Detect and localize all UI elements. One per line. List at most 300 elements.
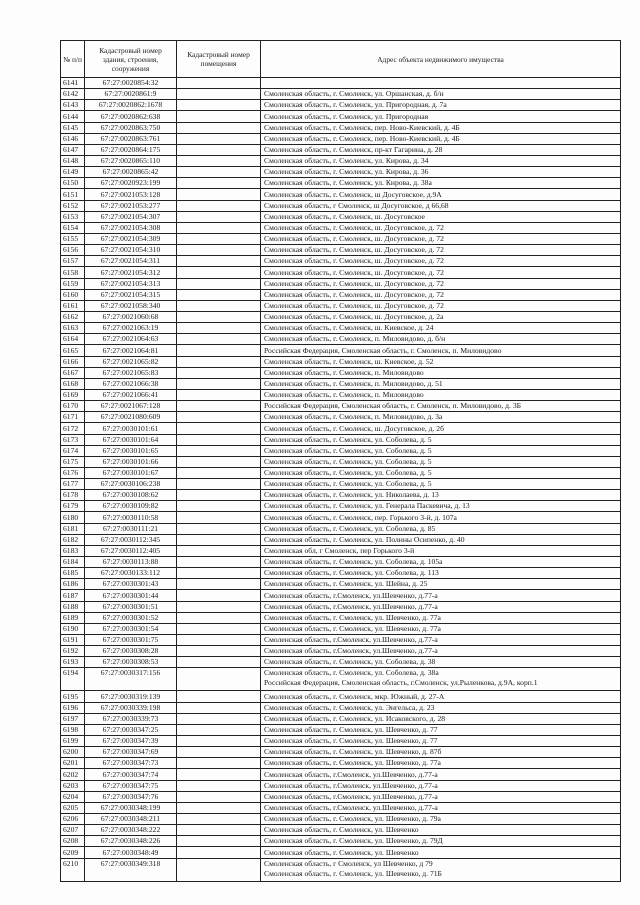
cadastral-building-number: 67:27:0030301:54 <box>85 623 177 634</box>
cadastral-building-number: 67:27:0021065:82 <box>85 356 177 367</box>
table-row <box>61 412 621 423</box>
table-row <box>61 222 621 233</box>
row-number: 6161 <box>61 300 85 311</box>
address-cell <box>261 836 621 847</box>
address-text: Смоленская область, г. Смоленск, ш. Досуговское, д. 72 <box>264 289 444 299</box>
address-text: Смоленская область, г Смоленск, ш Досуговское, д 66,68 <box>264 200 449 210</box>
cadastral-room-number <box>177 89 261 100</box>
address-text: Смоленская область, г. Смоленск, ш. Досуговское, д. 2а <box>264 312 444 322</box>
address-cell <box>261 144 621 155</box>
cadastral-room-number <box>177 445 261 456</box>
cadastral-room-number <box>177 545 261 556</box>
row-number: 6141 <box>61 78 85 89</box>
address-cell <box>261 334 621 345</box>
cadastral-building-number: 67:27:0021063:19 <box>85 323 177 334</box>
table-row <box>61 847 621 858</box>
table-row <box>61 89 621 100</box>
row-number: 6209 <box>61 847 85 858</box>
address-cell <box>261 557 621 568</box>
table-row <box>61 568 621 579</box>
address-cell <box>261 155 621 166</box>
cadastral-building-number: 67:27:0021058:340 <box>85 300 177 311</box>
address-cell <box>261 512 621 523</box>
address-text: Смоленская область, г. Смоленск, ул. Соболева, д. 5 <box>264 468 432 478</box>
cadastral-building-number: 67:27:0030112:345 <box>85 534 177 545</box>
cadastral-building-number: 67:27:0030347:74 <box>85 769 177 780</box>
cadastral-room-number <box>177 256 261 267</box>
address-text: Смоленская область, г. Смоленск, ул. Пригородная <box>264 111 429 121</box>
address-text: Российская Федерация, Смоленская область, г. Смоленск, п. Миловидово, д. 3Б <box>264 401 521 411</box>
address-cell <box>261 568 621 579</box>
table-row <box>61 467 621 478</box>
address-text: Смоленская область, г. Смоленск, ул. Соболева, д. 113 <box>264 568 439 578</box>
address-cell <box>261 122 621 133</box>
row-number: 6148 <box>61 155 85 166</box>
table-row <box>61 100 621 111</box>
cadastral-room-number <box>177 389 261 400</box>
row-number: 6193 <box>61 657 85 668</box>
address-text: Смоленская область, г Смоленск, ул Шевченко, д 79 <box>264 858 433 868</box>
address-cell <box>261 423 621 434</box>
cadastral-building-number: 67:27:0020923:199 <box>85 178 177 189</box>
cadastral-room-number <box>177 623 261 634</box>
cadastral-building-number: 67:27:0021066:38 <box>85 378 177 389</box>
address-text: Смоленская область, г. Смоленск, ш. Досуговское, д. 72 <box>264 300 444 310</box>
cadastral-room-number <box>177 467 261 478</box>
table-row <box>61 155 621 166</box>
cadastral-building-number: 67:27:0021066:41 <box>85 389 177 400</box>
cadastral-room-number <box>177 568 261 579</box>
cadastral-room-number <box>177 479 261 490</box>
address-cell <box>261 233 621 244</box>
address-cell <box>261 769 621 780</box>
cadastral-room-number <box>177 122 261 133</box>
address-cell <box>261 367 621 378</box>
table-row <box>61 144 621 155</box>
cadastral-building-number: 67:27:0030101:61 <box>85 423 177 434</box>
address-cell <box>261 78 621 89</box>
address-cell <box>261 211 621 222</box>
table-row <box>61 590 621 601</box>
address-text: Смоленская область, г.Смоленск, ул.Шевченко, д.77-а <box>264 601 438 611</box>
cadastral-room-number <box>177 178 261 189</box>
cadastral-room-number <box>177 635 261 646</box>
address-text: Смоленская область, г.Смоленск, ул.Шевченко, д.77-а <box>264 646 438 656</box>
row-number: 6182 <box>61 534 85 545</box>
address-cell <box>261 300 621 311</box>
table-row <box>61 178 621 189</box>
row-number: 6183 <box>61 545 85 556</box>
table-row <box>61 490 621 501</box>
cadastral-building-number: 67:27:0021054:308 <box>85 222 177 233</box>
cadastral-room-number <box>177 590 261 601</box>
table-row <box>61 557 621 568</box>
address-text: Смоленская область, г. Смоленск, ш. Досуговское, д. 72 <box>264 256 444 266</box>
cadastral-room-number <box>177 300 261 311</box>
cadastral-building-number: 67:27:0030101:65 <box>85 445 177 456</box>
address-text: Смоленская область, г. Смоленск, ул. Соболева, д. 5 <box>264 479 432 489</box>
address-text: Смоленская область, г. Смоленск, ш Досуговское, д.9А <box>264 189 442 199</box>
table-row <box>61 534 621 545</box>
cadastral-room-number <box>177 736 261 747</box>
address-text: Смоленская область, г. Смоленск, ш. Досуговское, д. 72 <box>264 222 444 232</box>
row-number: 6152 <box>61 200 85 211</box>
cadastral-building-number: 67:27:0030348:226 <box>85 836 177 847</box>
row-number: 6168 <box>61 378 85 389</box>
row-number: 6186 <box>61 579 85 590</box>
cadastral-building-number: 67:27:0020862:638 <box>85 111 177 122</box>
row-number: 6176 <box>61 467 85 478</box>
table-row <box>61 724 621 735</box>
address-text: Смоленская область, г. Смоленск, ул. Соболева, д. 5 <box>264 445 432 455</box>
row-number: 6153 <box>61 211 85 222</box>
cadastral-building-number: 67:27:0030301:75 <box>85 635 177 646</box>
table-row <box>61 245 621 256</box>
row-number: 6181 <box>61 523 85 534</box>
address-text: Смоленская область, г. Смоленск, п. Миловидово, д. б/н <box>264 334 446 344</box>
table-row <box>61 579 621 590</box>
header-number: № п/п <box>61 41 85 78</box>
address-cell <box>261 847 621 858</box>
table-row <box>61 278 621 289</box>
table-row <box>61 378 621 389</box>
table-body <box>61 78 621 882</box>
table-row <box>61 334 621 345</box>
address-cell <box>261 222 621 233</box>
cadastral-room-number <box>177 222 261 233</box>
table-row <box>61 423 621 434</box>
cadastral-building-number: 67:27:0030317:156 <box>85 668 177 691</box>
address-text: Смоленская область, г. Смоленск, ул. Шевченко, д. 77 <box>264 725 438 735</box>
address-text: Смоленская область, г. Смоленск, ул. Кирова, д. 34 <box>264 156 429 166</box>
table-row <box>61 758 621 769</box>
row-number: 6195 <box>61 691 85 702</box>
table-row <box>61 802 621 813</box>
table-row <box>61 858 621 881</box>
row-number: 6202 <box>61 769 85 780</box>
table-row <box>61 601 621 612</box>
cadastral-room-number <box>177 78 261 89</box>
cadastral-building-number: 67:27:0021053:128 <box>85 189 177 200</box>
table-row <box>61 702 621 713</box>
row-number: 6149 <box>61 167 85 178</box>
address-text: Смоленская область, г. Смоленск, ш. Досуговское, д. 72 <box>264 245 444 255</box>
address-cell <box>261 412 621 423</box>
table-row <box>61 646 621 657</box>
address-text: Смоленская область, г. Смоленск, ул. Шевченко <box>264 847 419 857</box>
table-row <box>61 233 621 244</box>
cadastral-room-number <box>177 490 261 501</box>
cadastral-room-number <box>177 334 261 345</box>
cadastral-building-number: 67:27:0020864:175 <box>85 144 177 155</box>
address-text: Смоленская область, г. Смоленск, ул. Шевченко, д. 77а <box>264 624 441 634</box>
address-text: Смоленская область, г.Смоленск, ул.Шевченко, д.77-а <box>264 791 438 801</box>
cadastral-building-number: 67:27:0021064:81 <box>85 345 177 356</box>
cadastral-room-number <box>177 557 261 568</box>
row-number: 6194 <box>61 668 85 691</box>
address-cell <box>261 289 621 300</box>
address-cell <box>261 691 621 702</box>
header-cadastral-building: Кадастровый номер здания, строения, сооружения <box>85 41 177 78</box>
cadastral-building-number: 67:27:0030339:198 <box>85 702 177 713</box>
table-row <box>61 345 621 356</box>
cadastral-room-number <box>177 423 261 434</box>
cadastral-room-number <box>177 167 261 178</box>
table-row <box>61 323 621 334</box>
cadastral-building-number: 67:27:0030319:139 <box>85 691 177 702</box>
address-text: Смоленская область, г. Смоленск, ул. Кирова, д. 36 <box>264 167 429 177</box>
address-cell <box>261 736 621 747</box>
address-text: Смоленская область, г. Смоленск, ул. Шевченко, д. 79Д <box>264 836 443 846</box>
table-row <box>61 256 621 267</box>
row-number: 6200 <box>61 747 85 758</box>
address-text: Смоленская область, г. Смоленск, ш. Досуговское, д. 72 <box>264 234 444 244</box>
address-text: Смоленская область, г. Смоленск, п. Миловидово <box>264 367 424 377</box>
cadastral-building-number: 67:27:0020865:42 <box>85 167 177 178</box>
address-cell <box>261 445 621 456</box>
table-row <box>61 356 621 367</box>
cadastral-building-number: 67:27:0020862:1678 <box>85 100 177 111</box>
row-number: 6201 <box>61 758 85 769</box>
row-number: 6203 <box>61 780 85 791</box>
table-row <box>61 445 621 456</box>
cadastral-building-number: 67:27:0030347:69 <box>85 747 177 758</box>
row-number: 6165 <box>61 345 85 356</box>
row-number: 6170 <box>61 401 85 412</box>
table-row <box>61 825 621 836</box>
address-text: Смоленская область, г. Смоленск, ул. Соболева, д. 85 <box>264 523 436 533</box>
cadastral-room-number <box>177 356 261 367</box>
cadastral-building-number: 67:27:0021054:311 <box>85 256 177 267</box>
address-text: Смоленская область, г. Смоленск, ул. Шевченко, д. 77 <box>264 736 438 746</box>
cadastral-building-number: 67:27:0030101:67 <box>85 467 177 478</box>
address-cell <box>261 100 621 111</box>
cadastral-building-number: 67:27:0030133:112 <box>85 568 177 579</box>
row-number: 6154 <box>61 222 85 233</box>
address-text: Смоленская область, г. Смоленск, ул. Соболева, д. 5 <box>264 434 432 444</box>
cadastral-building-number: 67:27:0020865:110 <box>85 155 177 166</box>
address-cell <box>261 133 621 144</box>
row-number: 6162 <box>61 311 85 322</box>
row-number: 6175 <box>61 456 85 467</box>
cadastral-room-number <box>177 702 261 713</box>
cadastral-building-number: 67:27:0030347:76 <box>85 791 177 802</box>
cadastral-building-number: 67:27:0030348:199 <box>85 802 177 813</box>
address-text: Смоленская область, г. Смоленск, ул. Полины Осипенко, д. 40 <box>264 534 465 544</box>
header-address: Адрес объекта недвижимого имущества <box>261 41 621 78</box>
cadastral-building-number: 67:27:0030111:21 <box>85 523 177 534</box>
row-number: 6210 <box>61 858 85 881</box>
row-number: 6173 <box>61 434 85 445</box>
cadastral-room-number <box>177 847 261 858</box>
address-text-secondary: Российская Федерация, Смоленская область, г.Смоленск, ул.Рыленкова, д.9А, корп.1 <box>264 678 538 688</box>
row-number: 6144 <box>61 111 85 122</box>
address-text: Смоленская область, г. Смоленск, ул. Шевченко, д. 87б <box>264 747 442 757</box>
address-text: Смоленская область, г. Смоленск, ш. Киевское, д. 24 <box>264 323 434 333</box>
address-cell <box>261 89 621 100</box>
address-cell <box>261 657 621 668</box>
row-number: 6197 <box>61 713 85 724</box>
address-cell <box>261 323 621 334</box>
address-cell <box>261 245 621 256</box>
address-text: Смоленская область, г. Смоленск, ул. Соболева, д. 38 <box>264 657 436 667</box>
cadastral-room-number <box>177 233 261 244</box>
table-row <box>61 769 621 780</box>
table-row <box>61 367 621 378</box>
cadastral-room-number <box>177 245 261 256</box>
address-text: Смоленская область, г. Смоленск, ул. Шевченко <box>264 825 419 835</box>
address-cell <box>261 490 621 501</box>
row-number: 6207 <box>61 825 85 836</box>
address-cell <box>261 401 621 412</box>
address-text: Смоленская область, г. Смоленск, ул. Шевченко, д. 77а <box>264 758 441 768</box>
table-header-row <box>61 41 621 78</box>
row-number: 6190 <box>61 623 85 634</box>
address-cell <box>261 278 621 289</box>
row-number: 6157 <box>61 256 85 267</box>
address-text: Смоленская область, г. Смоленск, ул. Шевченко, д. 79а <box>264 814 441 824</box>
address-text: Смоленская область, г. Смоленск, ш. Досуговское, д. 2б <box>264 423 444 433</box>
table-row <box>61 401 621 412</box>
cadastral-room-number <box>177 289 261 300</box>
address-cell <box>261 111 621 122</box>
address-cell <box>261 747 621 758</box>
table-row <box>61 133 621 144</box>
address-cell <box>261 758 621 769</box>
row-number: 6159 <box>61 278 85 289</box>
table-row <box>61 501 621 512</box>
cadastral-building-number: 67:27:0030301:52 <box>85 612 177 623</box>
row-number: 6171 <box>61 412 85 423</box>
address-cell <box>261 389 621 400</box>
cadastral-room-number <box>177 724 261 735</box>
address-cell <box>261 814 621 825</box>
table-row <box>61 78 621 89</box>
cadastral-building-number: 67:27:0021054:307 <box>85 211 177 222</box>
cadastral-room-number <box>177 155 261 166</box>
cadastral-room-number <box>177 691 261 702</box>
address-text: Смоленская область, г. Смоленск, ул. Николаева, д. 13 <box>264 490 439 500</box>
cadastral-room-number <box>177 646 261 657</box>
cadastral-building-number: 67:27:0030301:43 <box>85 579 177 590</box>
table-row <box>61 545 621 556</box>
table-row <box>61 289 621 300</box>
cadastral-room-number <box>177 111 261 122</box>
address-text: Смоленская область, г. Смоленск, пер. Ново-Киевский, д. 4Б <box>264 133 460 143</box>
row-number: 6172 <box>61 423 85 434</box>
address-cell <box>261 378 621 389</box>
table-row <box>61 791 621 802</box>
table-row <box>61 612 621 623</box>
address-text: Российская Федерация, Смоленская область, г. Смоленск, п. Миловидово <box>264 345 502 355</box>
address-text: Смоленская область, г. Смоленск, ул. Шейна, д. 25 <box>264 579 428 589</box>
row-number: 6205 <box>61 802 85 813</box>
cadastral-room-number <box>177 836 261 847</box>
cadastral-building-number: 67:27:0020854:32 <box>85 78 177 89</box>
cadastral-building-number: 67:27:0021054:312 <box>85 267 177 278</box>
cadastral-building-number: 67:27:0021053:277 <box>85 200 177 211</box>
cadastral-building-number: 67:27:0030348:211 <box>85 814 177 825</box>
cadastral-building-number: 67:27:0030308:53 <box>85 657 177 668</box>
row-number: 6155 <box>61 233 85 244</box>
cadastral-room-number <box>177 802 261 813</box>
cadastral-building-number: 67:27:0021065:83 <box>85 367 177 378</box>
address-text: Смоленская область, г. Смоленск, ул. Шевченко, д. 77а <box>264 612 441 622</box>
address-cell <box>261 635 621 646</box>
cadastral-building-number: 67:27:0030347:73 <box>85 758 177 769</box>
address-cell <box>261 345 621 356</box>
row-number: 6146 <box>61 133 85 144</box>
address-cell <box>261 545 621 556</box>
address-text: Смоленская область, г. Смоленск, ш. Досуговское, д. 72 <box>264 278 444 288</box>
row-number: 6151 <box>61 189 85 200</box>
table-row <box>61 780 621 791</box>
address-cell <box>261 780 621 791</box>
row-number: 6192 <box>61 646 85 657</box>
table-row <box>61 300 621 311</box>
address-text: Смоленская область, г. Смоленск, ул. Исаковского, д. 28 <box>264 713 446 723</box>
table-row <box>61 814 621 825</box>
cadastral-room-number <box>177 100 261 111</box>
address-text: Смоленская область, г. Смоленск, ул. Оршанская, д. б/н <box>264 89 444 99</box>
cadastral-building-number: 67:27:0030349:318 <box>85 858 177 881</box>
cadastral-building-number: 67:27:0030348:49 <box>85 847 177 858</box>
address-cell <box>261 858 621 881</box>
address-cell <box>261 267 621 278</box>
address-text: Смоленская область, г. Смоленск, ш. Киевское, д. 52 <box>264 356 434 366</box>
address-text: Смоленская область, г. Смоленск, пер. Ново-Киевский, д. 4Б <box>264 122 460 132</box>
cadastral-room-number <box>177 758 261 769</box>
row-number: 6158 <box>61 267 85 278</box>
address-text: Смоленская область, г. Смоленск, ул. Кирова, д. 38а <box>264 178 432 188</box>
table-row <box>61 747 621 758</box>
cadastral-room-number <box>177 133 261 144</box>
address-cell <box>261 178 621 189</box>
address-cell <box>261 612 621 623</box>
row-number: 6178 <box>61 490 85 501</box>
row-number: 6184 <box>61 557 85 568</box>
address-text: Смоленская область, г. Смоленск, ул. Пригородная, д. 7а <box>264 100 447 110</box>
cadastral-room-number <box>177 534 261 545</box>
cadastral-building-number: 67:27:0030301:51 <box>85 601 177 612</box>
row-number: 6191 <box>61 635 85 646</box>
row-number: 6185 <box>61 568 85 579</box>
table-row <box>61 635 621 646</box>
cadastral-room-number <box>177 144 261 155</box>
address-text-secondary: Смоленская область, г. Смоленск, ул. Шевченко, д. 71Б <box>264 868 442 878</box>
cadastral-room-number <box>177 267 261 278</box>
cadastral-room-number <box>177 791 261 802</box>
address-cell <box>261 802 621 813</box>
cadastral-room-number <box>177 858 261 881</box>
address-cell <box>261 590 621 601</box>
cadastral-building-number: 67:27:0030112:405 <box>85 545 177 556</box>
cadastral-room-number <box>177 747 261 758</box>
cadastral-room-number <box>177 401 261 412</box>
row-number: 6142 <box>61 89 85 100</box>
address-cell <box>261 623 621 634</box>
address-text: Смоленская область, г. Смоленск, ул. Соболева, д. 5 <box>264 456 432 466</box>
row-number: 6169 <box>61 389 85 400</box>
address-cell <box>261 356 621 367</box>
address-text: Смоленская область, г. Смоленск, пр-кт Гагарина, д. 28 <box>264 144 443 154</box>
address-text: Смоленская область, г.Смоленск, ул.Шевченко, д.77-а <box>264 635 438 645</box>
address-cell <box>261 791 621 802</box>
address-cell <box>261 579 621 590</box>
table-row <box>61 122 621 133</box>
cadastral-building-number: 67:27:0020863:750 <box>85 122 177 133</box>
cadastral-room-number <box>177 601 261 612</box>
